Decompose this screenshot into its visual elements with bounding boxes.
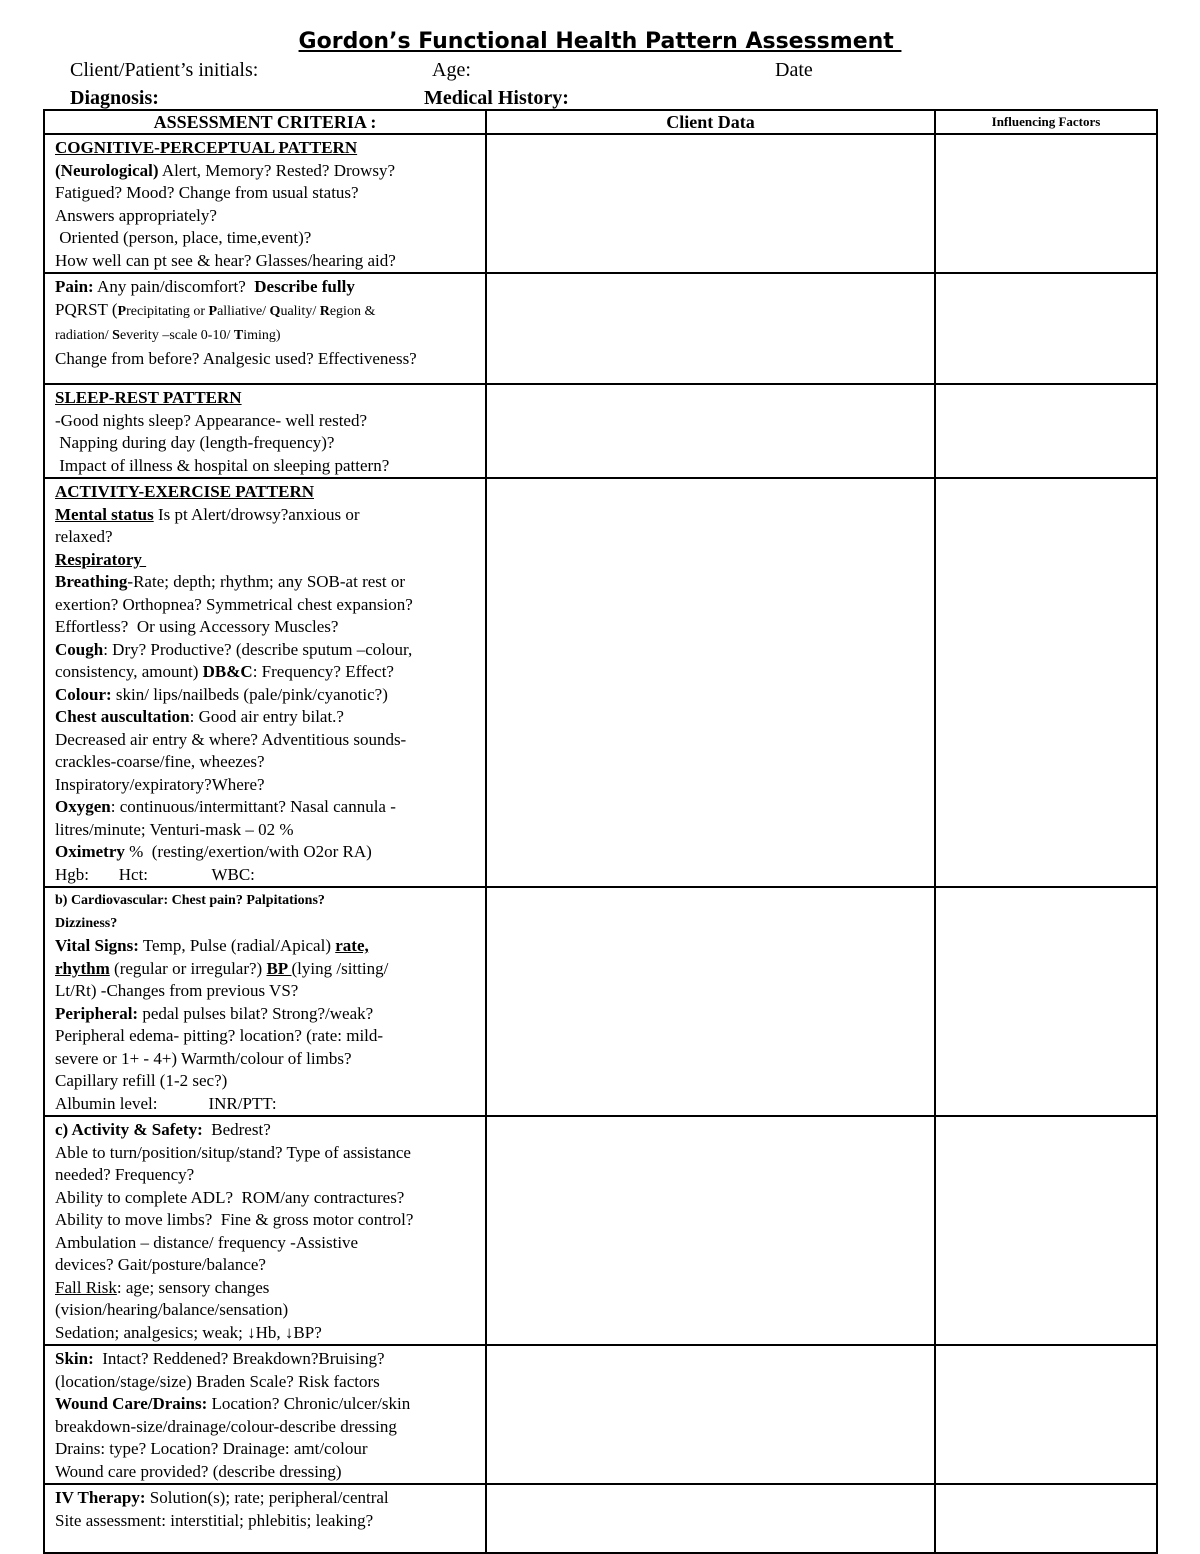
bold-label: BP <box>266 958 292 978</box>
table-row <box>44 1484 1157 1553</box>
bold-label: rhythm <box>55 958 110 978</box>
criteria-text: Oriented (person, place, time,event)? <box>55 228 312 247</box>
criteria-text: Intact? Reddened? Breakdown?Bruising? <box>93 1349 385 1368</box>
bold-label: IV Therapy: <box>55 1488 146 1507</box>
criteria-text: Alert, Memory? Rested? Drowsy? <box>158 160 396 180</box>
criteria-text: needed? Frequency? <box>55 1165 195 1184</box>
bold-label: Oximetry <box>55 842 125 861</box>
col-header-criteria: ASSESSMENT CRITERIA : <box>44 110 486 134</box>
criteria-text: Ambulation – distance/ frequency -Assistive <box>55 1232 359 1252</box>
mnemonic-letter: Q <box>269 303 281 319</box>
criteria-skin <box>44 1345 486 1484</box>
criteria-text: Answers appropriately? <box>55 205 217 225</box>
criteria-text: Impact of illness & hospital on sleeping pattern? <box>55 455 390 475</box>
criteria-text: PQRST ( <box>55 299 118 319</box>
bold-label: (Neurological) <box>55 160 159 180</box>
criteria-text: crackles-coarse/fine, wheezes? <box>55 752 265 771</box>
criteria-text: Inspiratory/expiratory?Where? <box>55 774 265 794</box>
criteria-text: everity –scale 0-10/ <box>119 328 234 343</box>
criteria-text: (location/stage/size) Braden Scale? Risk factors <box>55 1371 380 1391</box>
subsection-heading: Respiratory <box>55 549 147 569</box>
criteria-text: relaxed? <box>55 527 113 546</box>
subsection-heading: b) Cardiovascular: Chest pain? Palpitations? <box>55 893 325 908</box>
criteria-sleep <box>44 384 486 478</box>
influencing-factors-cell[interactable] <box>935 1484 1157 1553</box>
criteria-text: alliative/ <box>217 303 270 319</box>
criteria-text: : Frequency? Effect? <box>252 662 394 681</box>
criteria-text: uality/ <box>280 303 320 319</box>
criteria-text: Decreased air entry & where? Adventitious sounds- <box>55 729 407 749</box>
influencing-factors-cell[interactable] <box>935 1116 1157 1345</box>
influencing-factors-cell[interactable] <box>935 384 1157 478</box>
criteria-text: Site assessment: interstitial; phlebitis; leaking? <box>55 1510 374 1530</box>
lab-values-line: Hgb: Hct: WBC: <box>55 864 255 884</box>
criteria-text: Bedrest? <box>202 1120 271 1139</box>
criteria-text: litres/minute; Venturi-mask – 02 % <box>55 819 294 839</box>
table-row <box>44 1116 1157 1345</box>
client-data-cell[interactable] <box>486 887 935 1116</box>
mnemonic-letter: P <box>117 303 127 319</box>
bold-label: Wound Care/Drains: <box>55 1394 208 1413</box>
criteria-text: Ability to complete ADL? ROM/any contractures? <box>55 1187 405 1207</box>
table-row <box>44 134 1157 273</box>
client-data-cell[interactable] <box>486 273 935 384</box>
initials-label: Client/Patient’s initials: <box>70 59 259 81</box>
table-row <box>44 1345 1157 1484</box>
bold-label: Breathing <box>55 572 128 591</box>
criteria-text: consistency, amount) <box>55 662 203 681</box>
bold-label: Describe fully <box>254 277 355 296</box>
criteria-text: breakdown-size/drainage/colour-describe dressing <box>55 1416 397 1436</box>
criteria-text: How well can pt see & hear? Glasses/hearing aid? <box>55 250 396 270</box>
criteria-text: (lying /sitting/ <box>291 958 389 978</box>
client-data-cell[interactable] <box>486 1484 935 1553</box>
subsection-heading: Dizziness? <box>55 915 118 931</box>
criteria-iv-therapy <box>44 1484 486 1553</box>
assessment-table <box>43 109 1158 1554</box>
section-heading: ACTIVITY-EXERCISE PATTERN <box>55 482 314 501</box>
criteria-text: Effortless? Or using Accessory Muscles? <box>55 617 339 636</box>
bold-label: Peripheral: <box>55 1003 139 1023</box>
criteria-text: severe or 1+ - 4+) Warmth/colour of limbs? <box>55 1048 352 1068</box>
influencing-factors-cell[interactable] <box>935 887 1157 1116</box>
criteria-text: (regular or irregular?) <box>109 958 267 978</box>
influencing-factors-cell[interactable] <box>935 1345 1157 1484</box>
client-data-cell[interactable] <box>486 1116 935 1345</box>
bold-label: Mental status <box>55 504 154 524</box>
criteria-text: -Good nights sleep? Appearance- well rested? <box>55 410 368 430</box>
bold-label: Skin: <box>55 1349 94 1368</box>
table-row <box>44 478 1157 887</box>
bold-label: Oxygen <box>55 797 111 816</box>
client-data-cell[interactable] <box>486 384 935 478</box>
criteria-text: (vision/hearing/balance/sensation) <box>55 1300 289 1319</box>
client-data-cell[interactable] <box>486 1345 935 1484</box>
criteria-text: : Dry? Productive? (describe sputum –colour, <box>103 639 413 659</box>
criteria-text: Lt/Rt) -Changes from previous VS? <box>55 981 299 1000</box>
criteria-text: Peripheral edema- pitting? location? (rate: mild- <box>55 1026 384 1045</box>
criteria-text: radiation/ <box>55 328 113 343</box>
criteria-activity-safety <box>44 1116 486 1345</box>
criteria-text: Temp, Pulse (radial/Apical) <box>138 936 336 955</box>
influencing-factors-cell[interactable] <box>935 273 1157 384</box>
criteria-text: Drains: type? Location? Drainage: amt/colour <box>55 1439 368 1458</box>
influencing-factors-cell[interactable] <box>935 134 1157 273</box>
criteria-text: recipitating or <box>126 303 209 319</box>
client-data-cell[interactable] <box>486 134 935 273</box>
bold-label: Chest auscultation <box>55 707 190 726</box>
bold-label: rate, <box>335 936 369 955</box>
criteria-text: Is pt Alert/drowsy?anxious or <box>153 504 360 524</box>
criteria-text: Capillary refill (1-2 sec?) <box>55 1071 228 1090</box>
criteria-text: Change from before? Analgesic used? Effectiveness? <box>55 348 417 368</box>
page-title: Gordon’s Functional Health Pattern Assessment <box>298 29 902 54</box>
bold-label: DB&C <box>202 662 253 681</box>
lab-values-line: Albumin level: INR/PTT: <box>55 1093 277 1113</box>
criteria-text: Fatigued? Mood? Change from usual status? <box>55 183 359 202</box>
criteria-text: Any pain/discomfort? <box>93 277 255 296</box>
influencing-factors-cell[interactable] <box>935 478 1157 887</box>
criteria-text: egion & <box>329 303 376 319</box>
table-row <box>44 887 1157 1116</box>
criteria-text: iming) <box>243 328 281 343</box>
criteria-text: Able to turn/position/situp/stand? Type of assistance <box>55 1142 411 1162</box>
underlined-label: Fall Risk <box>55 1277 117 1297</box>
mnemonic-letter: R <box>319 303 330 319</box>
mnemonic-letter: T <box>233 328 244 343</box>
bold-label: Pain: <box>55 277 94 296</box>
criteria-text: exertion? Orthopnea? Symmetrical chest expansion? <box>55 594 413 614</box>
diagnosis-label: Diagnosis: <box>70 87 159 109</box>
section-heading: SLEEP-REST PATTERN <box>55 388 242 407</box>
criteria-text: : Good air entry bilat.? <box>189 707 344 726</box>
criteria-text: skin/ lips/nailbeds (pale/pink/cyanotic?) <box>111 684 388 704</box>
mnemonic-letter: S <box>112 328 120 343</box>
criteria-text: Location? Chronic/ulcer/skin <box>207 1394 411 1413</box>
mnemonic-letter: P <box>208 303 218 319</box>
date-label: Date <box>775 59 813 81</box>
criteria-text: Wound care provided? (describe dressing) <box>55 1461 342 1481</box>
criteria-activity-exercise <box>44 478 486 887</box>
criteria-text: -Rate; depth; rhythm; any SOB-at rest or <box>127 572 406 591</box>
bold-label: Cough <box>55 639 104 659</box>
criteria-text: Ability to move limbs? Fine & gross motor control? <box>55 1210 414 1229</box>
bold-label: c) Activity & Safety: <box>55 1120 203 1139</box>
criteria-text: % (resting/exertion/with O2or RA) <box>124 842 372 861</box>
criteria-text: devices? Gait/posture/balance? <box>55 1255 266 1274</box>
bold-label: Colour: <box>55 684 112 704</box>
criteria-cognitive <box>44 134 486 273</box>
table-row <box>44 273 1157 384</box>
criteria-pain <box>44 273 486 384</box>
table-header-row <box>44 110 1157 134</box>
section-heading: COGNITIVE-PERCEPTUAL PATTERN <box>55 138 358 157</box>
criteria-text: Sedation; analgesics; weak; ↓Hb, ↓BP? <box>55 1322 322 1342</box>
col-header-influencing-factors: Influencing Factors <box>935 110 1157 134</box>
medical-history-label: Medical History: <box>424 87 569 109</box>
bold-label: Vital Signs: <box>55 936 139 955</box>
criteria-text: : continuous/intermittant? Nasal cannula - <box>110 797 396 816</box>
col-header-client-data: Client Data <box>486 110 935 134</box>
criteria-text: : age; sensory changes <box>116 1277 270 1297</box>
criteria-text: Napping during day (length-frequency)? <box>55 433 335 452</box>
criteria-text: pedal pulses bilat? Strong?/weak? <box>138 1003 374 1023</box>
age-label: Age: <box>432 59 471 81</box>
criteria-cardiovascular <box>44 887 486 1116</box>
client-data-cell[interactable] <box>486 478 935 887</box>
criteria-text: Solution(s); rate; peripheral/central <box>145 1488 389 1507</box>
table-row <box>44 384 1157 478</box>
